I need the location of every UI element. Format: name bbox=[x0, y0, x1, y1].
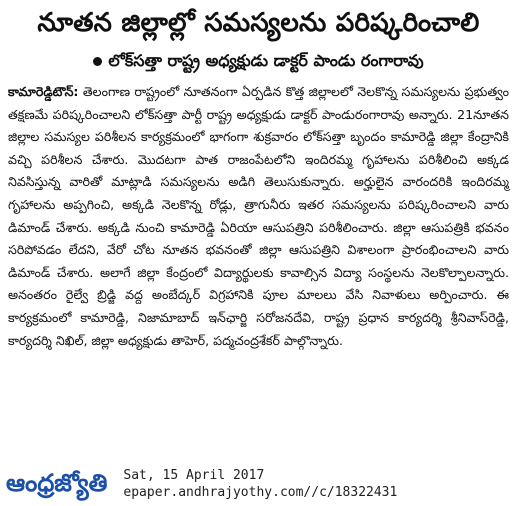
article-headline: నూతన జిల్లాల్లో సమస్యలను పరిష్కరించాలి bbox=[37, 8, 480, 38]
bullet-icon bbox=[93, 57, 102, 66]
article-subheadline-row bbox=[6, 50, 511, 72]
article-dateline: కామారెడ్డిటౌన్: bbox=[8, 84, 79, 99]
newspaper-clipping bbox=[6, 0, 511, 454]
footer-meta bbox=[123, 467, 397, 501]
andhrajyothy-logo: ఆంధ్రజ్యోతి bbox=[6, 469, 108, 497]
article-body bbox=[6, 81, 511, 352]
article-body-text: తెలంగాణ రాష్ట్రంలో నూతనంగా ఏర్పడిన కొత్త జిల్లాలలో నెలకొన్న సమస్యలను ప్రభుత్వం తక్షణమే పరిష్కరించాలని లోక్‌సత్తా పార్టీ రాష్ట్ర అధ్యక్షుడు డాక్టర్ పాండురంగారావు అన్నారు. 21నూతన జిల్లాల సమస్యల పరిశీలన కార్యక్రమంలో భాగంగా శుక్రవారం లోక్‌సత్తా బృందం కామారెడ్డి జిల్లా కేంద్రానికి వచ్చి పరిశీలన చేశారు. మొదటగా పాత రాజంపేటలోని ఇందిరమ్మ గృహాలను పరిశీలించి అక్కడ నివసిస్తున్న వారితో మాట్లాడి సమస్యలను అడిగి తెలుసుకున్నారు. అర్హులైన వారందరికి ఇందిరమ్మ గృహాలను అప్పగించి, అక్కడి నెలకొన్న రోడ్లు, త్రాగునీరు ఇతర సమస్యలను పరిష్కరించాలని వారు డిమాండ్ చేశారు. అక్కడి నుంచి కామారెడ్డి ఏరియా ఆసుపత్రిని పరిశీలించారు. జిల్లా ఆసుపత్రికి భవనం సరిపోవడం లేదని, వేరో చోట నూతన భవనంతో జిల్లా ఆసుపత్రిని విశాలంగా ప్రారంభించాలని వారు డిమాండ్ చేశారు. అలాగే జిల్లా కేంద్రంలో విద్యార్థులకు కావాల్సిన విద్యా సంస్థలను నెలకొల్పాలన్నారు. అనంతరం రైల్వే బ్రిడ్జి వద్ద అంబేద్కర్ విగ్రహానికి పూల మాలలు వేసి నివాళులు అర్పించారు. ఈ కార్యక్రమంలో కామారెడ్డి, నిజామాబాద్ ఇన్‌ఛార్జి సరోజనదేవి, రాష్ట్ర ప్రధాన కార్యదర్శి శ్రీనివాస్‌రెడ్డి, కార్యదర్శి నిఖిల్, జిల్లా అధ్యక్షుడు తాహెర్, పద్మచంద్రశేకర్ పాల్గొన్నారు. bbox=[8, 84, 509, 348]
epaper-footer bbox=[6, 466, 511, 504]
article-subheadline: లోక్‌సత్తా రాష్ట్ర అధ్యక్షుడు డాక్టర్ పాండు రంగారావు bbox=[108, 51, 424, 70]
epaper-url[interactable]: epaper.andhrajyothy.com//c/18322431 bbox=[123, 485, 398, 500]
publication-date: Sat, 15 April 2017 bbox=[123, 468, 265, 483]
